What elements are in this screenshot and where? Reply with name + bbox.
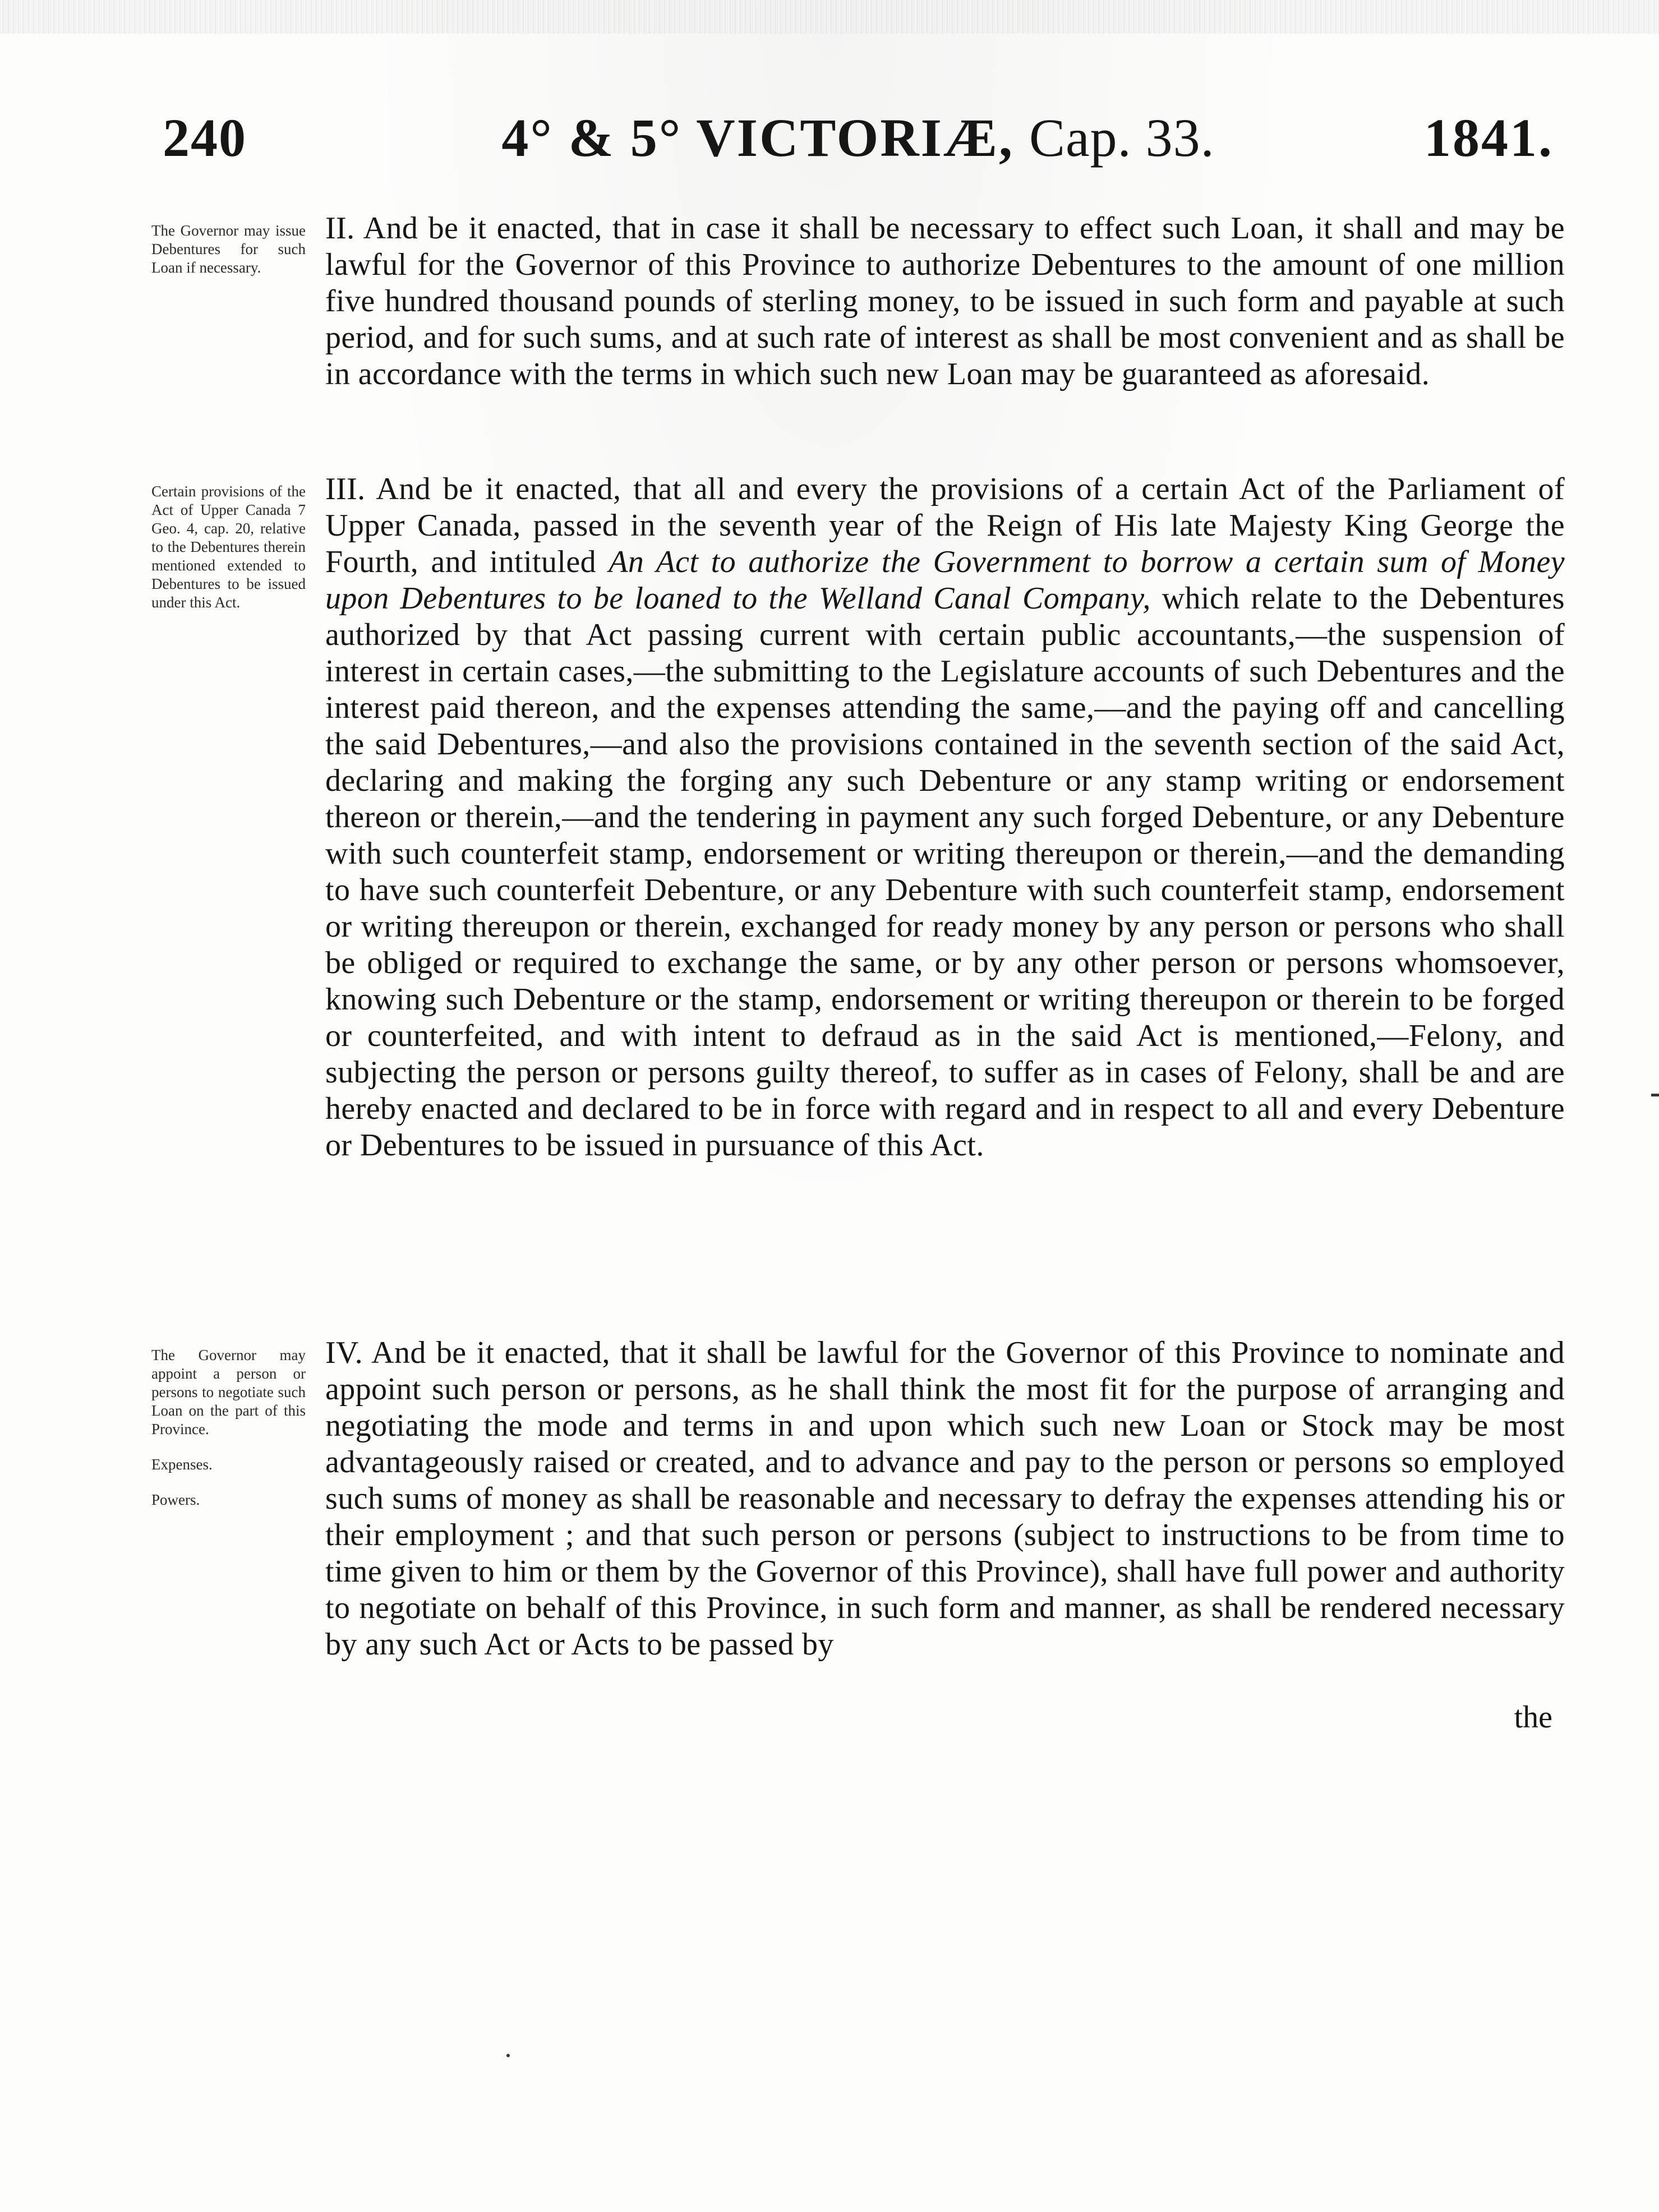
marginal-note-section-4 (151, 1346, 306, 1522)
scan-edge-noise (0, 0, 1659, 34)
section-2-text: II. And be it enacted, that in case it shall be necessary to effect such Loan, it shall and may be lawful for the Governor of this Province to authorize Debentures to the amount of one million five hundred thousand pounds of sterling money, to be issued in such form and payable at such period, and for such sums, and at such rate of interest as shall be most convenient and as shall be in accordance with the terms in which such new Loan may be guaranteed as aforesaid. (325, 211, 1565, 391)
title-regnal-year: 4° & 5° VICTORIÆ, (501, 108, 1015, 168)
section-4-text: IV. And be it enacted, that it shall be lawful for the Governor of this Province to nominate and appoint such person or persons, as he shall think the most fit for the purpose of arranging and negotiating the mode and terms in and upon which such new Loan or Stock may be most advantageously raised or created, and to advance and pay to the person or persons so employed such sums of money as shall be reasonable and necessary to defray the expenses attending his or their employment ; and that such person or persons (subject to instructions to be from time to time given to him or them by the Governor of this Province), shall have full power and authority to negotiate on behalf of this Province, in such form and manner, as shall be rendered necessary by any such Act or Acts to be passed by (325, 1335, 1565, 1662)
section-3-text (325, 471, 1565, 1164)
marginal-note-text: The Governor may issue Debentures for such Loan if necessary. (151, 222, 306, 276)
title-chapter: Cap. 33. (1029, 108, 1215, 168)
running-header (163, 107, 1554, 168)
section-3-text-opening: III. And be it enacted, that all and every the provisions of a certain Act of the Parliament of Upper Canada, passed in the seventh year of the Reign of His late Majesty King George the Fourth, and intituled (325, 472, 1565, 579)
act-title-italic: An Act to authorize the Government to borrow a certain sum of Money upon Debentures to be loaned to the Welland Canal Company, (325, 545, 1565, 616)
marginal-note-text: Certain provisions of the Act of Upper Canada 7 Geo. 4, cap. 20, relative to the Debentures therein mentioned extended to Debentures to be issued under this Act. (151, 483, 306, 611)
header-year: 1841. (1424, 108, 1554, 168)
ink-speck (506, 2054, 510, 2057)
marginal-note-section-3 (151, 482, 306, 624)
page-number: 240 (163, 108, 247, 168)
running-title (163, 107, 1554, 169)
marginal-note-powers: Powers. (151, 1491, 200, 1508)
scan-edge-mark (1651, 1094, 1659, 1096)
catchword: the (1514, 1700, 1552, 1735)
section-3-text-remainder: which relate to the Debentures authorized by that Act passing current with certain public accountants,—the suspension of interest in certain cases,—the submitting to the Legislature accounts of such Debentures and the interest paid thereon, and the expenses attending the same,—and the paying off and cancelling the said Debentures,—and also the provisions contained in the seventh section of the said Act, declaring and making the forging any such Debenture or any stamp writing or endorsement thereon or therein,—and the tendering in payment any such forged Debenture, or any Debenture with such counterfeit stamp, endorsement or writing thereupon or therein,—and the demanding to have such counterfeit Debenture, or any Debenture with such counterfeit stamp, endorsement or writing thereupon or therein, exchanged for ready money by any person or persons who shall be obliged or required to exchange the same, or by any other person or persons whomsoever, knowing such Debenture or the stamp, endorsement or writing thereupon or therein to be forged or counterfeited, and with intent to defraud as in the said Act is mentioned,—Felony, and subjecting the person or persons guilty thereof, to suffer as in cases of Felony, shall be and are hereby enacted and declared to be in force with regard and in respect to all and every Debenture or Debentures to be issued in pursuance of this Act. (325, 581, 1565, 1163)
marginal-note-expenses: Expenses. (151, 1456, 213, 1473)
marginal-note-section-2 (151, 222, 306, 289)
marginal-note-text: The Governor may appoint a person or persons to negotiate such Loan on the part of this Province. (151, 1347, 306, 1437)
